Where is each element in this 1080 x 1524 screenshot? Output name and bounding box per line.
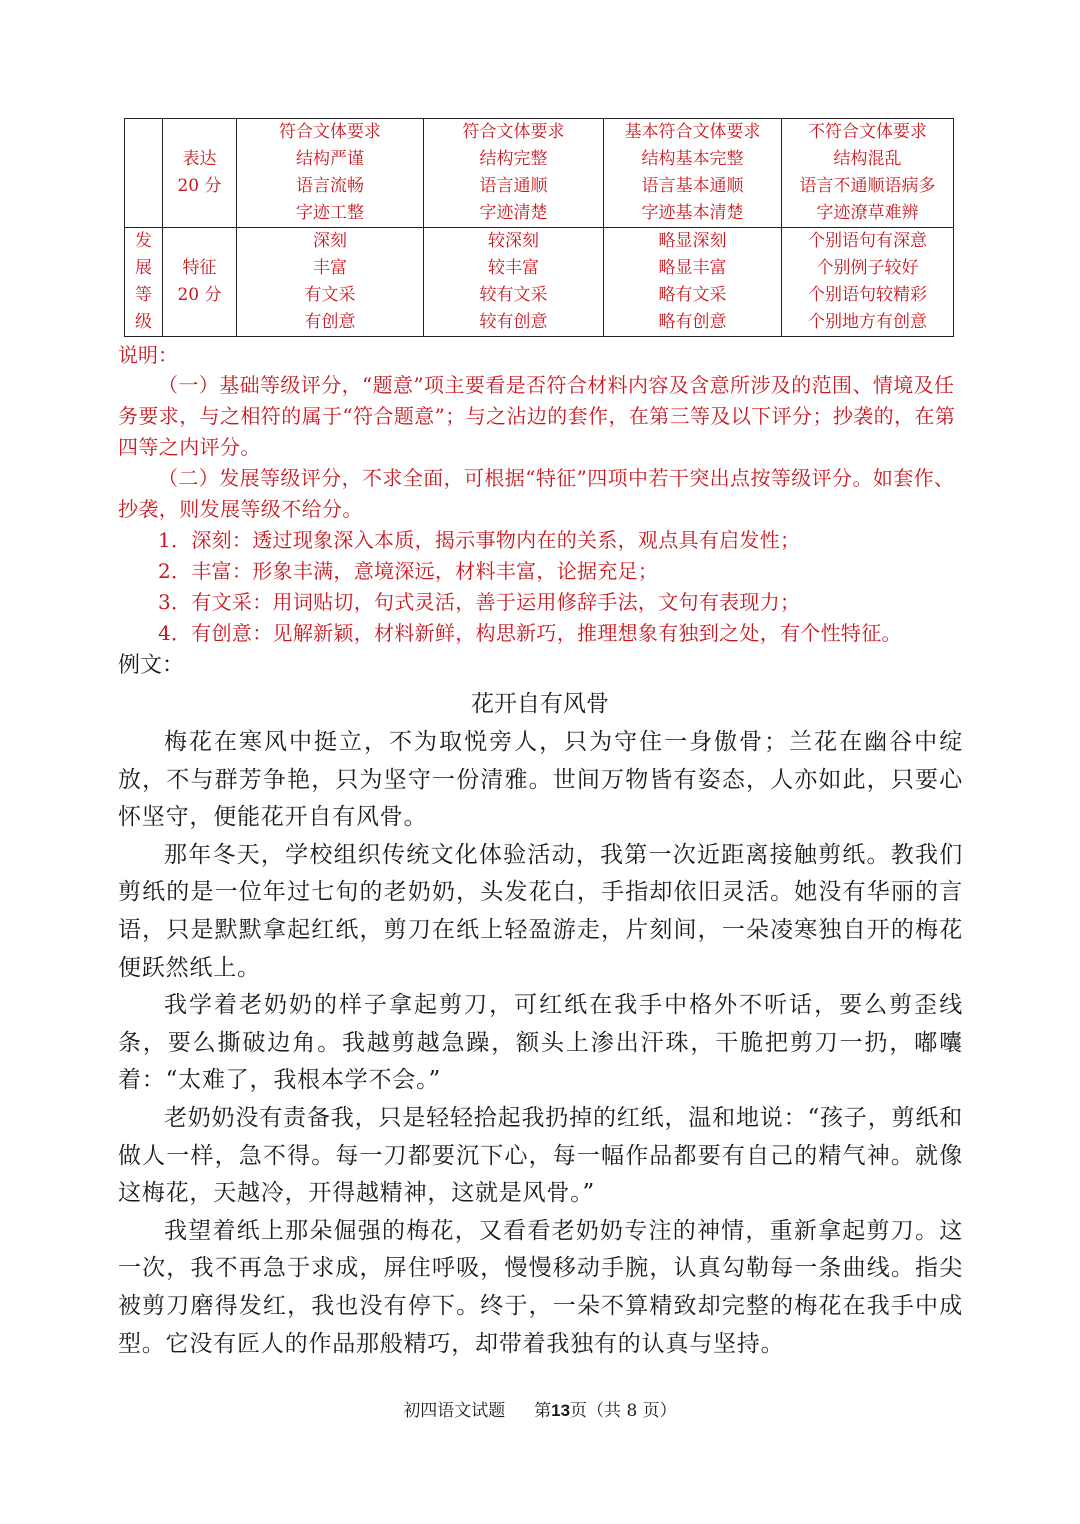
example-label: 例文： (118, 653, 185, 678)
rubric-cell: 符合文体要求 结构严谨 语言流畅 字迹工整 (237, 119, 424, 228)
notes-paragraph: （一）基础等级评分，“题意”项主要看是否符合材料内容及含意所涉及的范围、情境及任务要求，与之相符的属于“符合题意”；与之沾边的套作，在第三等及以下评分；抄袭的，在第四等之内评分。 (118, 373, 956, 459)
essay-paragraph: 那年冬天，学校组织传统文化体验活动，我第一次近距离接触剪纸。教我们剪纸的是一位年过七旬的老奶奶，头发花白，手指却依旧灵活。她没有华丽的言语，只是默默拿起红纸，剪刀在纸上轻盈游走，片刻间，一朵凌寒独自开的梅花便跃然纸上。 (118, 841, 963, 981)
essay-paragraph: 我学着老奶奶的样子拿起剪刀，可红纸在我手中格外不听话，要么剪歪线条，要么撕破边角。我越剪越急躁，额头上渗出汗珠，干脆把剪刀一扔，嘟囔着：“太难了，我根本学不会。” (118, 992, 963, 1094)
rubric-row-features (125, 228, 954, 337)
rubric-row-label: 特征 20 分 (163, 228, 237, 337)
criteria-item: 4．有创意：见解新颖，材料新鲜，构思新巧，推理想象有独到之处，有个性特征。 (158, 621, 902, 645)
rubric-cell: 深刻 丰富 有文采 有创意 (237, 228, 424, 337)
footer-exam-name: 初四语文试题 (403, 1401, 506, 1421)
notes-title: 说明： (118, 343, 178, 367)
criteria-item: 2．丰富：形象丰满，意境深远，材料丰富，论据充足； (158, 559, 659, 583)
rubric-row-expression (125, 119, 954, 228)
rubric-group-label: 发 展 等 级 (125, 228, 163, 337)
rubric-cell: 较深刻 较丰富 较有文采 较有创意 (424, 228, 604, 337)
essay-paragraph: 老奶奶没有责备我，只是轻轻拾起我扔掉的红纸，温和地说：“孩子，剪纸和做人一样，急不得。每一刀都要沉下心，每一幅作品都要有自己的精气神。就像这梅花，天越冷，开得越精神，这就是风骨。” (118, 1104, 963, 1207)
scoring-notes (118, 340, 963, 649)
rubric-cell: 个别语句有深意 个别例子较好 个别语句较精彩 个别地方有创意 (782, 228, 954, 337)
notes-paragraph: （二）发展等级评分，不求全面，可根据“特征”四项中若干突出点按等级评分。如套作、抄袭，则发展等级不给分。 (118, 466, 955, 521)
rubric-cell: 不符合文体要求 结构混乱 语言不通顺语病多 字迹潦草难辨 (782, 119, 954, 228)
footer-page-suffix: 页（共 8 页） (570, 1401, 677, 1421)
essay-paragraph: 我望着纸上那朵倔强的梅花，又看看老奶奶专注的神情，重新拿起剪刀。这一次，我不再急于求成，屏住呼吸，慢慢移动手腕，认真勾勒每一条曲线。指尖被剪刀磨得发红，我也没有停下。终于，一朵不算精致却完整的梅花在我手中成型。它没有匠人的作品那般精巧，却带着我独有的认真与坚持。 (118, 1217, 963, 1357)
criteria-item: 1．深刻：透过现象深入本质，揭示事物内在的关系，观点具有启发性； (158, 528, 801, 552)
essay-title: 花开自有风骨 (471, 691, 609, 717)
rubric-group-empty (125, 119, 163, 228)
rubric-cell: 符合文体要求 结构完整 语言通顺 字迹清楚 (424, 119, 604, 228)
essay-paragraph: 梅花在寒风中挺立，不为取悦旁人，只为守住一身傲骨；兰花在幽谷中绽放，不与群芳争艳，只为坚守一份清雅。世间万物皆有姿态，人亦如此，只要心怀坚守，便能花开自有风骨。 (118, 729, 963, 831)
criteria-item: 3．有文采：用词贴切，句式灵活，善于运用修辞手法，文句有表现力； (158, 590, 801, 614)
rubric-row-label: 表达 20 分 (163, 119, 237, 228)
rubric-cell: 略显深刻 略显丰富 略有文采 略有创意 (604, 228, 782, 337)
footer-page-prefix: 第 (534, 1401, 552, 1421)
page-footer (0, 1396, 1080, 1421)
rubric-cell: 基本符合文体要求 结构基本完整 语言基本通顺 字迹基本清楚 (604, 119, 782, 228)
essay-body (118, 724, 963, 1363)
scoring-rubric-table (124, 118, 954, 337)
footer-page-number: 13 (551, 1401, 571, 1420)
